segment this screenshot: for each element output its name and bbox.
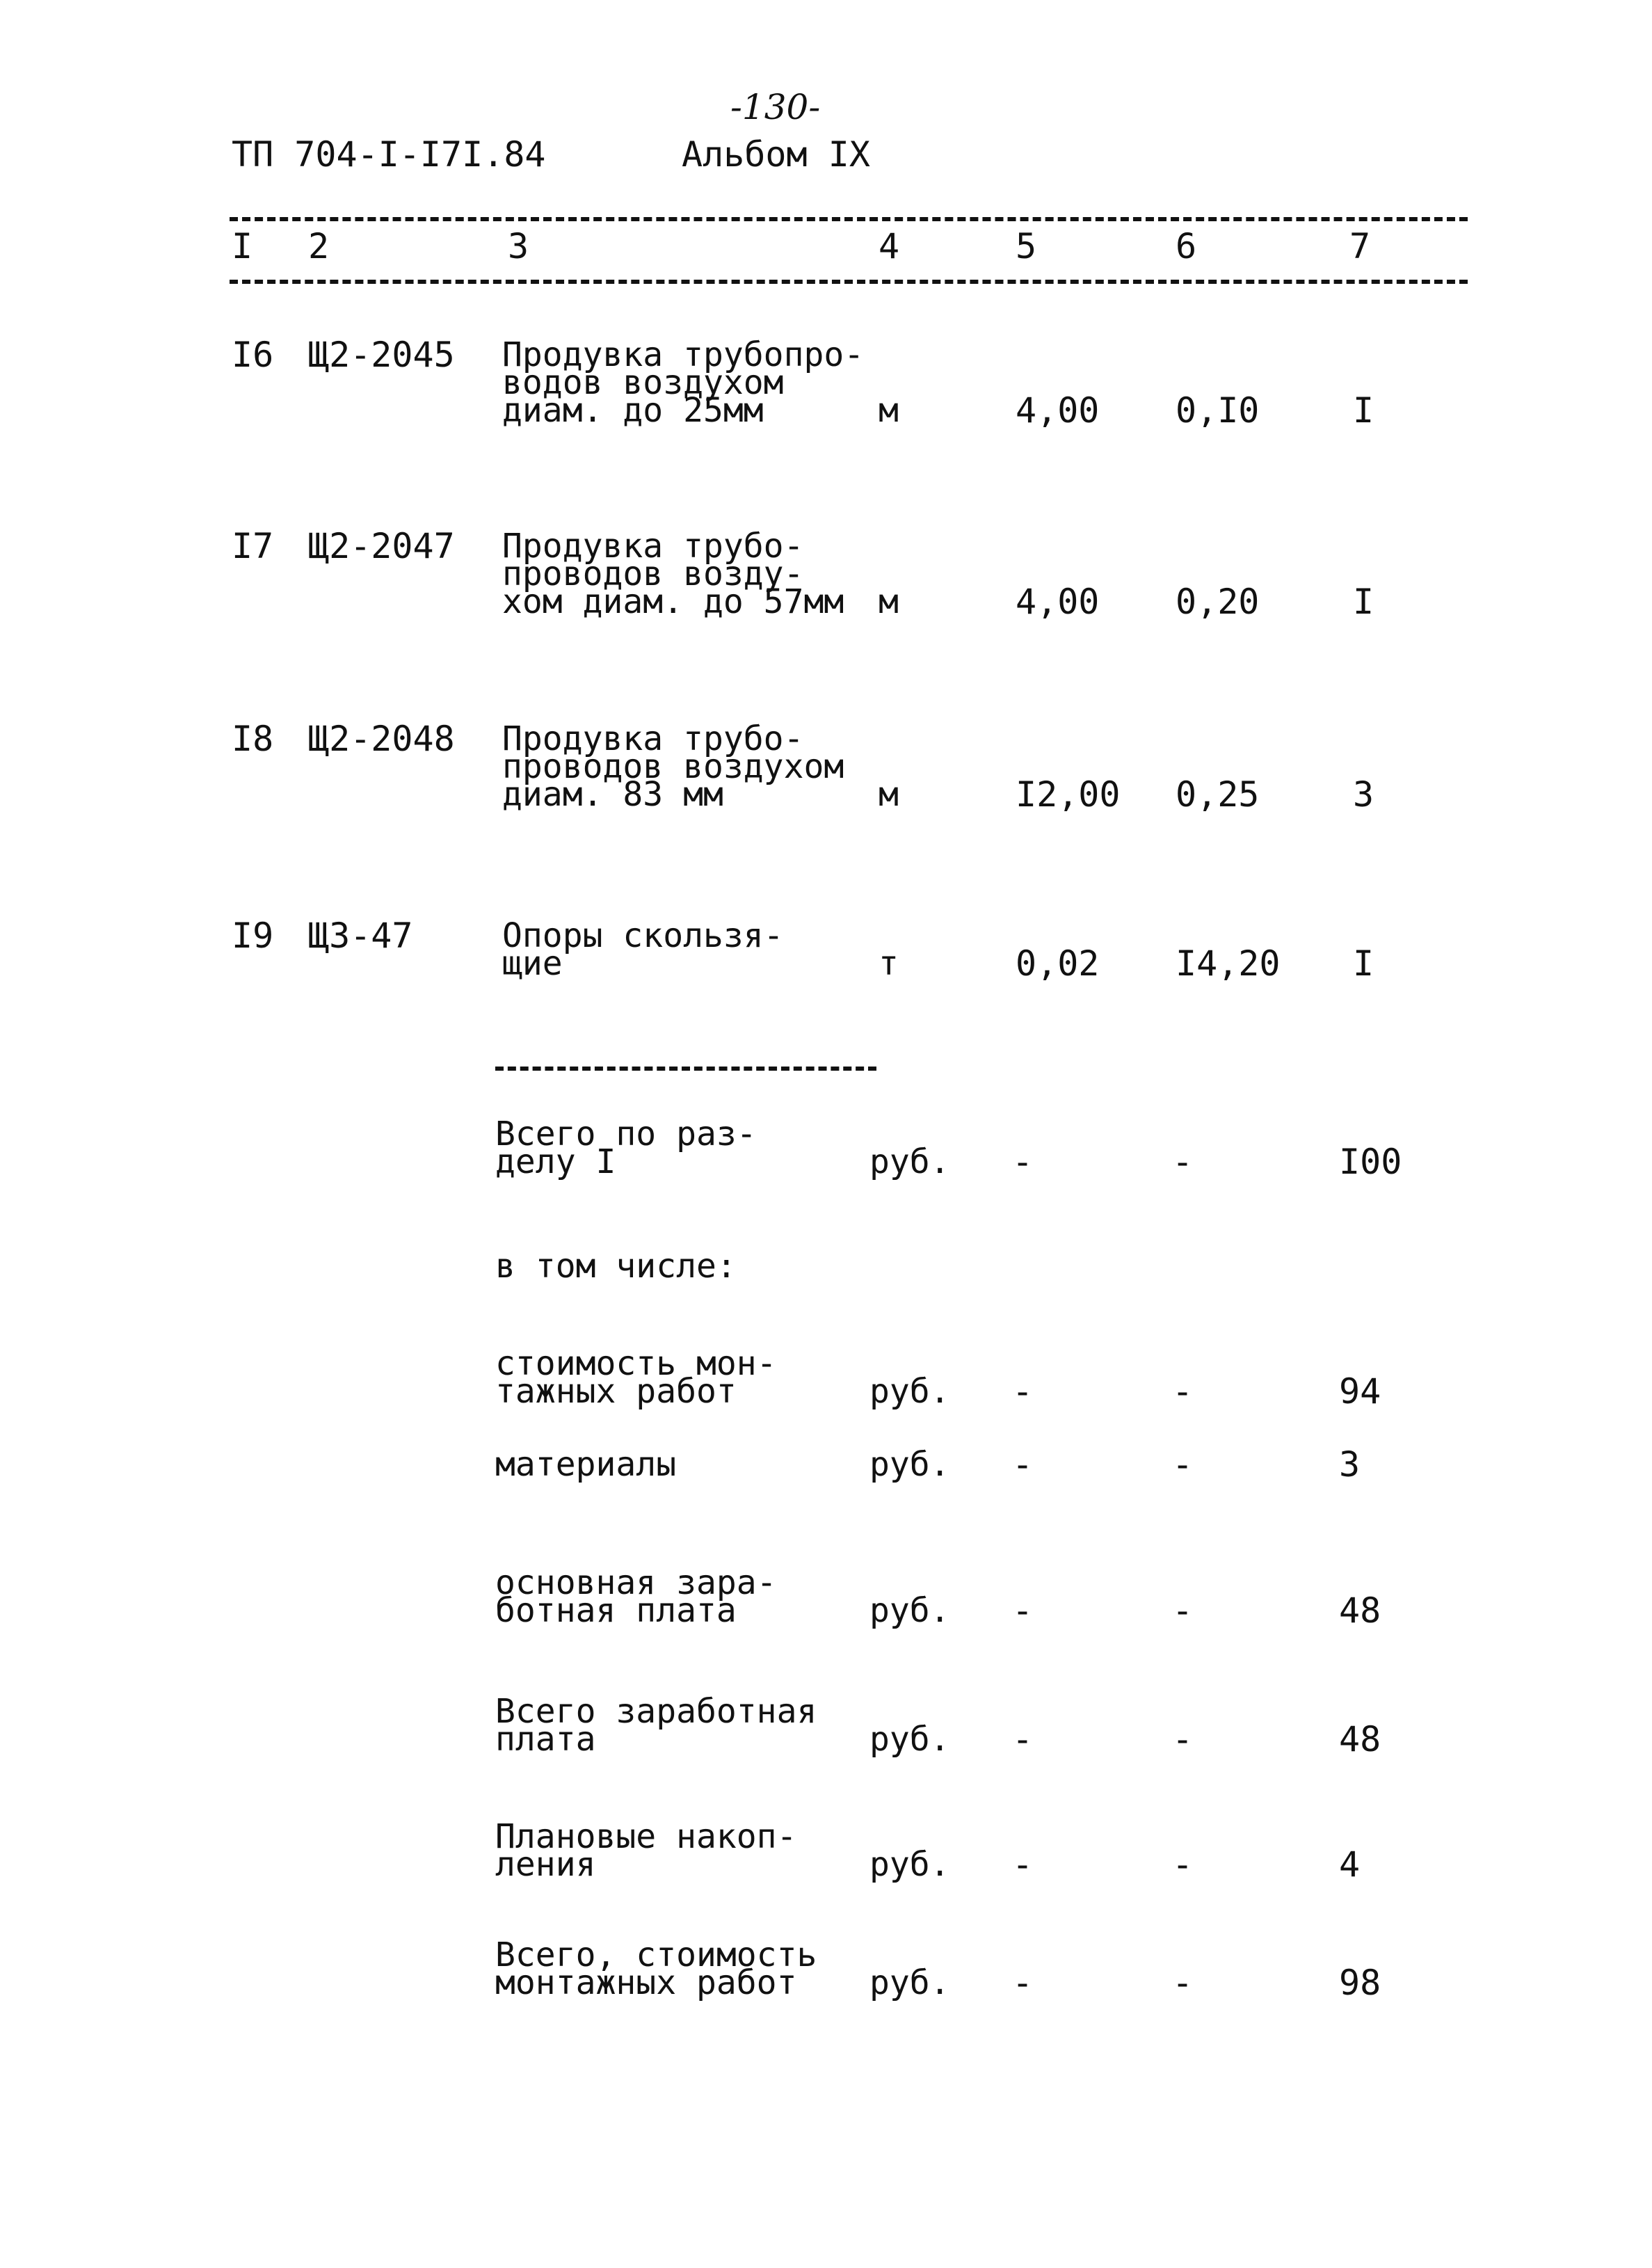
summary-description <box>495 1344 777 1411</box>
description-line: стоимость мон- <box>495 1344 777 1383</box>
description-line: Плановые накоп- <box>495 1817 797 1856</box>
description-line: водов воздухом <box>502 363 784 402</box>
album-label: Альбом IX <box>682 134 870 175</box>
price-code: Щ2-2045 <box>308 335 455 375</box>
total-cost: 3 <box>1353 774 1374 815</box>
column-header-4: 4 <box>879 226 900 266</box>
summary-total: 4 <box>1339 1844 1361 1885</box>
unit: м <box>879 582 899 621</box>
column-header-3: 3 <box>508 226 529 266</box>
total-cost: I <box>1353 943 1374 984</box>
description-line: диам. 83 мм <box>502 775 723 814</box>
summary-description <box>495 1563 777 1630</box>
total-cost: I <box>1353 390 1374 431</box>
row-number: I7 <box>232 526 274 566</box>
summary-col5: - <box>1012 1444 1034 1485</box>
summary-col5: - <box>1012 1719 1034 1759</box>
summary-total: 98 <box>1339 1963 1381 2003</box>
description-line: Продувка трубо- <box>502 719 804 758</box>
summary-description <box>495 1692 817 1759</box>
summary-col6: - <box>1172 1371 1194 1412</box>
row-number: I8 <box>232 719 274 759</box>
description-line: проводов возду- <box>502 554 804 593</box>
summary-total: 94 <box>1339 1371 1381 1412</box>
summary-total: 48 <box>1339 1719 1381 1759</box>
description-line: тажных работ <box>495 1372 737 1411</box>
description-line: щие <box>502 944 563 983</box>
description-line: ботная плата <box>495 1591 737 1630</box>
description-line: диам. до 25мм <box>502 391 764 430</box>
description-line: Всего по раз- <box>495 1115 757 1153</box>
summary-col6: - <box>1172 1719 1194 1759</box>
summary-col6: - <box>1172 1444 1194 1485</box>
work-description <box>502 719 844 814</box>
description-line: проводов воздухом <box>502 747 844 786</box>
description-line: хом диам. до 57мм <box>502 582 844 621</box>
header-top-rule <box>230 217 1468 221</box>
summary-total: 3 <box>1339 1444 1361 1485</box>
page-number: -130- <box>730 87 821 127</box>
column-header-7: 7 <box>1349 226 1371 266</box>
unit-cost: 0,25 <box>1176 774 1260 815</box>
work-description <box>502 916 784 983</box>
summary-unit: руб. <box>869 1845 950 1884</box>
summary-unit: руб. <box>869 1142 950 1181</box>
summary-col6: - <box>1172 1844 1194 1885</box>
summary-col5: - <box>1012 1844 1034 1885</box>
summary-col6: - <box>1172 1590 1194 1631</box>
summary-description <box>495 1935 817 2002</box>
description-line: Продувка трубо- <box>502 527 804 566</box>
work-description <box>502 527 844 621</box>
summary-col6: - <box>1172 1142 1194 1182</box>
summary-unit: руб. <box>869 1591 950 1630</box>
summary-unit: руб. <box>869 1720 950 1759</box>
summary-total: 48 <box>1339 1590 1381 1631</box>
quantity: 4,00 <box>1016 582 1100 622</box>
unit: м <box>879 391 899 430</box>
description-line: монтажных работ <box>495 1963 797 2002</box>
price-code: Щ2-2048 <box>308 719 455 759</box>
quantity: 4,00 <box>1016 390 1100 431</box>
column-header-2: 2 <box>308 226 330 266</box>
description-line: Всего, стоимость <box>495 1935 817 1974</box>
description-line: Продувка трубопро- <box>502 335 865 374</box>
summary-col6: - <box>1172 1963 1194 2003</box>
unit-cost: 0,20 <box>1176 582 1260 622</box>
total-cost: I <box>1353 582 1374 622</box>
summary-separator <box>495 1067 876 1071</box>
column-header-5: 5 <box>1016 226 1037 266</box>
work-description <box>502 335 865 430</box>
price-code: ЩЗ-47 <box>308 916 413 956</box>
summary-unit: руб. <box>869 1372 950 1411</box>
summary-description <box>495 1445 677 1484</box>
unit: т <box>879 944 899 983</box>
quantity: I2,00 <box>1016 774 1121 815</box>
column-header-6: 6 <box>1176 226 1197 266</box>
summary-col5: - <box>1012 1142 1034 1182</box>
summary-col5: - <box>1012 1963 1034 2003</box>
header-bottom-rule <box>230 280 1468 284</box>
description-line: в том числе: <box>495 1247 737 1286</box>
unit: м <box>879 775 899 814</box>
description-line: Опоры скользя- <box>502 916 784 955</box>
description-line: материалы <box>495 1445 677 1484</box>
unit-cost: 0,I0 <box>1176 390 1260 431</box>
description-line: делу I <box>495 1142 616 1181</box>
quantity: 0,02 <box>1016 943 1100 984</box>
price-code: Щ2-2047 <box>308 526 455 566</box>
row-number: I9 <box>232 916 274 956</box>
summary-description <box>495 1817 797 1884</box>
summary-description <box>495 1115 757 1181</box>
description-line: основная зара- <box>495 1563 777 1602</box>
row-number: I6 <box>232 335 274 375</box>
description-line: Всего заработная <box>495 1692 817 1731</box>
description-line: плата <box>495 1720 596 1759</box>
summary-total: I00 <box>1339 1142 1402 1182</box>
document-code: ТП 704-I-I7I.84 <box>232 134 546 175</box>
summary-col5: - <box>1012 1371 1034 1412</box>
summary-col5: - <box>1012 1590 1034 1631</box>
summary-unit: руб. <box>869 1963 950 2002</box>
column-header-1: I <box>232 226 253 266</box>
description-line: ления <box>495 1845 596 1884</box>
summary-unit: руб. <box>869 1445 950 1484</box>
unit-cost: I4,20 <box>1176 943 1281 984</box>
summary-description <box>495 1247 737 1286</box>
